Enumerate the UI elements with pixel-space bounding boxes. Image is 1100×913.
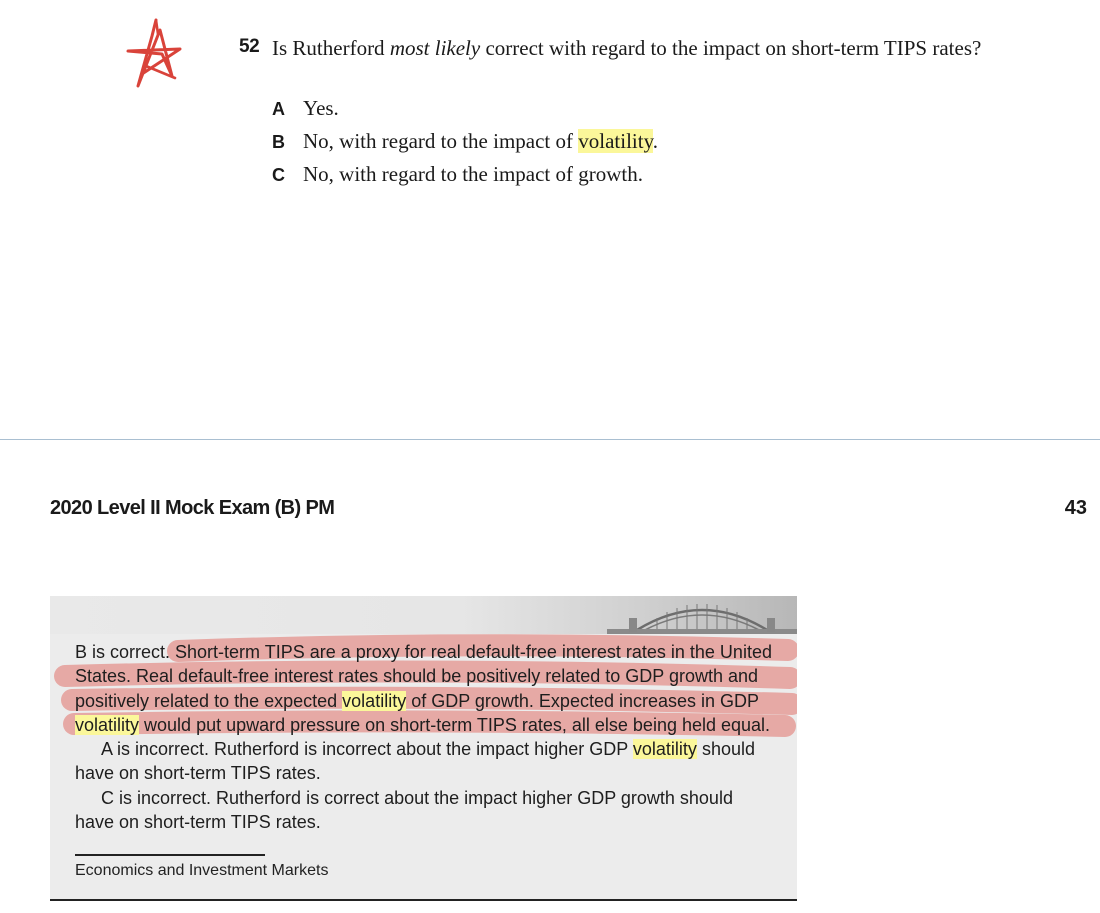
page-divider [0, 439, 1100, 440]
option-letter: A [272, 99, 285, 119]
highlighted-word: volatility [578, 129, 653, 153]
option-letter: C [272, 165, 285, 185]
answer-explanation-box [50, 596, 797, 901]
page-number: 43 [1064, 497, 1087, 519]
hand-drawn-star-icon [120, 16, 186, 94]
option-letter: B [272, 132, 285, 152]
question-text: Is Rutherford most likely correct with regard to the impact on short-term TIPS rates? [272, 36, 982, 60]
topic-label: Economics and Investment Markets [75, 862, 329, 879]
footnote-rule [75, 854, 265, 856]
explanation-c: C is incorrect. Rutherford is correct about the impact higher GDP growth should have on short-term TIPS rates. [75, 787, 733, 833]
option-text: Yes. [303, 96, 339, 120]
highlighted-word: volatility [75, 714, 140, 735]
question-emphasis: most likely [389, 36, 481, 60]
option-text: No, with regard to the impact of growth. [303, 162, 643, 186]
explanation-correct: B is correct. Short-term TIPS are a proxy for real default-free interest rates in the United States. Real default-free interest rates should be positively related to GDP growth and positively related to the expected volatility of GDP growth. Expected increases in GDP volatility would put upward pressure on short-term TIPS rates, all else being held equal. [75, 642, 772, 735]
option-b[interactable]: B No, with regard to the impact of volatility. [272, 127, 658, 156]
highlighted-word: volatility [632, 739, 697, 760]
highlighted-word: volatility [342, 690, 407, 711]
question-number: 52 [239, 36, 260, 57]
option-c[interactable] [272, 160, 643, 189]
explanation-text [75, 640, 775, 834]
option-a[interactable] [272, 94, 339, 123]
explanation-a: A is incorrect. Rutherford is incorrect about the impact higher GDP volatility should have on short-term TIPS rates. [75, 739, 755, 784]
exam-title: 2020 Level II Mock Exam (B) PM [50, 497, 335, 519]
